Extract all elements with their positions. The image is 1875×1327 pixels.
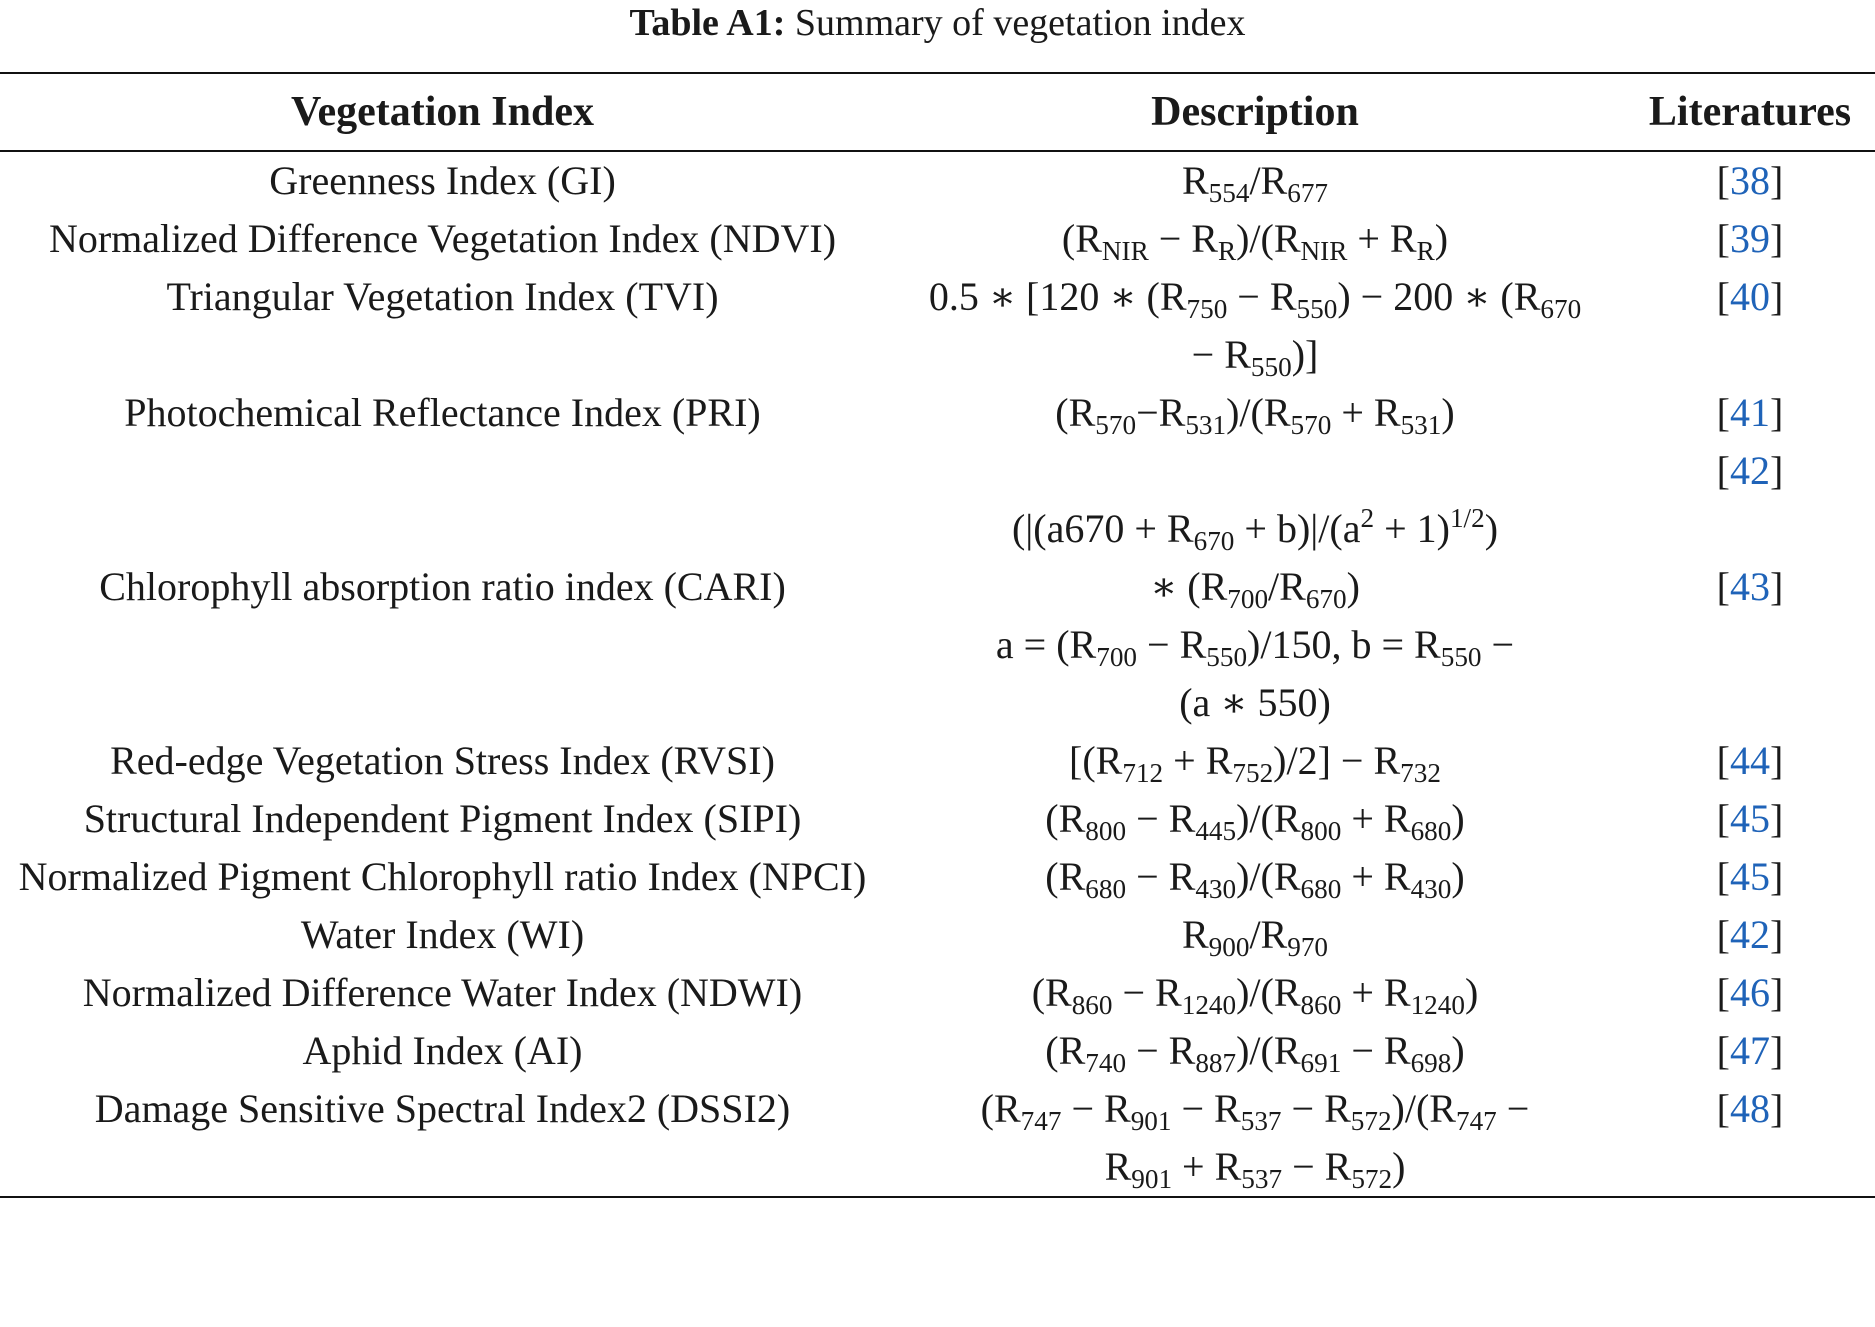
table-caption [0,0,1875,44]
citation-link[interactable]: 44 [1730,738,1770,783]
index-formula [885,500,1625,732]
citation-link[interactable]: 48 [1730,1086,1770,1131]
literature-refs [1625,790,1875,848]
formula-line: $R_{554}/R_{677}$ [1181,158,1329,209]
citation-link[interactable]: 45 [1730,854,1770,899]
formula-line: $(R_{570}-R_{531})/(R_{570} + R_{531})$ [1055,390,1455,441]
formula-line: $(R_{860} - R_{1240})/(R_{860} + R_{1240})$ [1031,970,1479,1021]
citation-link[interactable]: 39 [1730,216,1770,261]
table-row [0,268,1875,384]
index-name: Normalized Difference Vegetation Index (NDVI) [48,216,837,261]
table-row [0,964,1875,1022]
literature-refs [1625,151,1875,210]
citation: [48] [1716,1086,1784,1131]
table-row [0,906,1875,964]
formula-line: − $R_{550}$)] [1191,332,1319,383]
formula-line: $(R_{680} - R_{430})/(R_{680} + R_{430})$ [1045,854,1465,905]
citation: [45] [1716,854,1784,899]
table-row [0,500,1875,732]
citation: [42] [1716,448,1784,493]
literature-refs [1625,268,1875,384]
citation: [38] [1716,158,1784,203]
formula-line: $(R_{NIR} - R_R)/(R_{NIR} + R_R)$ [1061,216,1449,267]
header-literatures: Literatures [1648,89,1852,135]
index-name: Damage Sensitive Spectral Index2 (DSSI2) [94,1086,791,1131]
formula-line: (a ∗ 550) [1179,680,1331,725]
index-formula [885,790,1625,848]
index-formula [885,964,1625,1022]
index-name: Greenness Index (GI) [269,158,616,203]
citation-link[interactable]: 42 [1730,912,1770,957]
citation: [44] [1716,738,1784,783]
literature-refs [1625,732,1875,790]
vegetation-index-table [0,72,1875,1198]
index-formula [885,1080,1625,1197]
citation: [45] [1716,796,1784,841]
index-formula [885,268,1625,384]
formula-line: $[(R_{712} + R_{752})/2] - R_{732}$ [1069,738,1441,789]
citation-link[interactable]: 45 [1730,796,1770,841]
literature-refs [1625,1022,1875,1080]
literature-refs [1625,848,1875,906]
citation-link[interactable]: 46 [1730,970,1770,1015]
index-name: Structural Independent Pigment Index (SIPI) [83,796,802,841]
citation: [46] [1716,970,1784,1015]
index-formula [885,906,1625,964]
table-row [0,790,1875,848]
citation-link[interactable]: 47 [1730,1028,1770,1073]
index-formula [885,210,1625,268]
literature-refs [1625,384,1875,500]
citation-link[interactable]: 40 [1730,274,1770,319]
citation-link[interactable]: 41 [1730,390,1770,435]
table-row [0,848,1875,906]
table-row [0,151,1875,210]
index-name: Water Index (WI) [300,912,585,957]
formula-line: 0.5 ∗ [120 ∗ $(R_{750} - R_{550}) - 200$ ∗ ($R_{670}$ [928,274,1582,325]
citation-link[interactable]: 38 [1730,158,1770,203]
citation-link[interactable]: 43 [1730,564,1770,609]
literature-refs [1625,906,1875,964]
table-row [0,732,1875,790]
header-description: Description [1151,89,1359,135]
caption-text: Summary of vegetation index [794,2,1246,44]
citation: [41] [1716,390,1784,435]
formula-line: $R_{901} + R_{537} - R_{572}$) [1104,1144,1406,1195]
table-row [0,1022,1875,1080]
index-name: Aphid Index (AI) [302,1028,583,1073]
table-row [0,1080,1875,1197]
literature-refs [1625,500,1875,732]
formula-line: $R_{900}/R_{970}$ [1181,912,1329,963]
index-name: Chlorophyll absorption ratio index (CARI) [99,564,786,609]
index-formula [885,151,1625,210]
formula-line: $(R_{747} - R_{901} - R_{537} - R_{572})/(R_{747}$ − [980,1086,1530,1137]
index-name: Normalized Pigment Chlorophyll ratio Index (NPCI) [18,854,867,899]
index-name: Photochemical Reflectance Index (PRI) [124,390,761,435]
table-header-row [0,73,1875,151]
citation: [40] [1716,274,1784,319]
table-body [0,151,1875,1197]
index-formula [885,384,1625,500]
literature-refs [1625,964,1875,1022]
formula-line: $(R_{740} - R_{887})/(R_{691} - R_{698})$ [1045,1028,1465,1079]
index-formula [885,732,1625,790]
citation-link[interactable]: 42 [1730,448,1770,493]
formula-line: $a = (R_{700} - R_{550})/150$, $b = R_{550}$ − [995,622,1515,673]
header-vegetation-index: Vegetation Index [291,89,594,135]
citation: [42] [1716,912,1784,957]
index-formula [885,848,1625,906]
index-name: Red-edge Vegetation Stress Index (RVSI) [110,738,775,783]
citation: [43] [1716,564,1784,609]
table-row [0,384,1875,500]
index-name: Triangular Vegetation Index (TVI) [166,274,719,319]
citation: [47] [1716,1028,1784,1073]
index-name: Normalized Difference Water Index (NDWI) [82,970,803,1015]
formula-line: ∗ $(R_{700}/R_{670})$ [1150,564,1360,615]
formula-line: $(R_{800} - R_{445})/(R_{800} + R_{680})$ [1045,796,1465,847]
citation: [39] [1716,216,1784,261]
caption-label: Table A1: [629,2,786,44]
literature-refs [1625,210,1875,268]
literature-refs [1625,1080,1875,1197]
table-row [0,210,1875,268]
index-formula [885,1022,1625,1080]
formula-line: $(|(a670 + R_{670} + b)|/(a^2 + 1)^{1/2})$ [1011,503,1499,557]
